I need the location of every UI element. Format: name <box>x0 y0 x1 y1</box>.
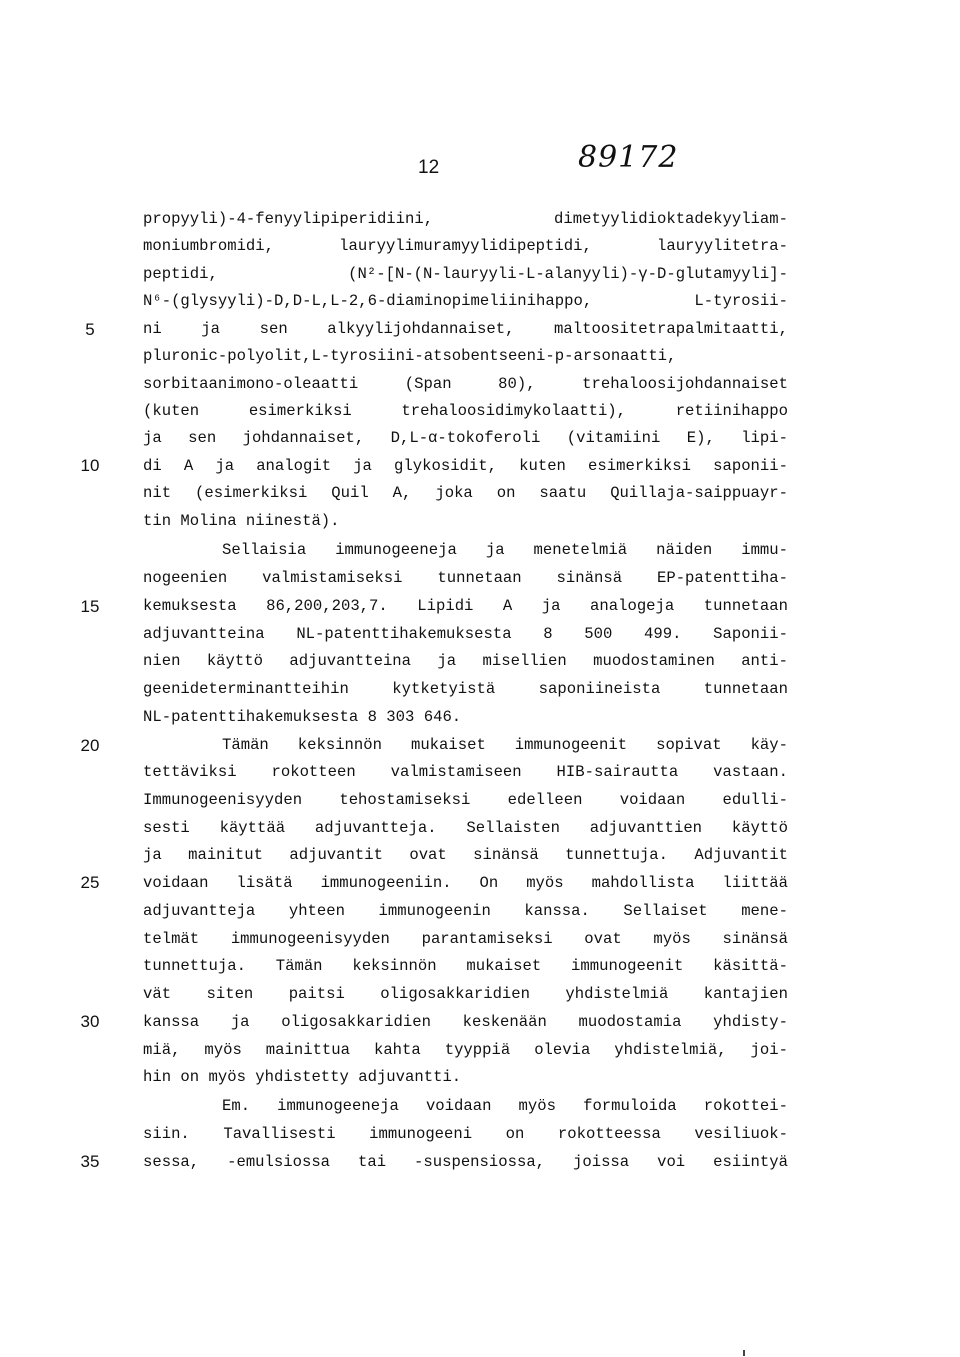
text-line: di A ja analogit ja glykosidit, kuten esimerkiksi saponii- <box>143 457 788 475</box>
text-line: tin Molina niinestä). <box>143 512 340 530</box>
text-line: moniumbromidi, lauryylimuramyylidipeptidi, lauryylitetra- <box>143 237 788 255</box>
line-number: 5 <box>85 320 95 339</box>
text-line: pluronic-polyolit,L-tyrosiini-atsobentseeni-p-arsonaatti, <box>143 347 677 365</box>
text-line: ja sen johdannaiset, D,L-α-tokoferoli (vitamiini E), lipi- <box>143 429 788 447</box>
text-line: Sellaisia immunogeeneja ja menetelmiä näiden immu- <box>222 541 788 559</box>
text-line: voidaan lisätä immunogeeniin. On myös mahdollista liittää <box>143 874 788 892</box>
text-line: kanssa ja oligosakkaridien keskenään muodostamia yhdisty- <box>143 1013 788 1031</box>
line-number: 35 <box>80 1152 100 1171</box>
line-number: 25 <box>80 873 100 892</box>
text-line: kemuksesta 86,200,203,7. Lipidi A ja analogeja tunnetaan <box>143 597 788 615</box>
text-line: ja mainitut adjuvantit ovat sinänsä tunnettuja. Adjuvantit <box>143 846 788 864</box>
text-line: hin on myös yhdistetty adjuvantti. <box>143 1068 462 1086</box>
patent-number: 89172 <box>578 140 679 175</box>
text-line: (kuten esimerkiksi trehaloosidimykolaatti), retiinihappo <box>143 402 788 420</box>
text-line: Immunogeenisyyden tehostamiseksi edelleen voidaan edulli- <box>143 791 788 809</box>
text-line: ni ja sen alkyylijohdannaiset, maltoositetrapalmitaatti, <box>143 320 788 338</box>
text-line: sesti käyttää adjuvantteja. Sellaisten adjuvanttien käyttö <box>143 819 788 837</box>
text-line: nogeenien valmistamiseksi tunnetaan sinänsä EP-patenttiha- <box>143 569 788 587</box>
text-line: sorbitaanimono-oleaatti (Span 80), trehaloosijohdannaiset <box>143 375 788 393</box>
text-line: miä, myös mainittua kahta tyyppiä olevia yhdistelmiä, joi- <box>143 1041 788 1059</box>
text-line: geenideterminantteihin kytketyistä saponiineista tunnetaan <box>143 680 788 698</box>
line-number: 10 <box>80 456 100 475</box>
text-line: adjuvantteja yhteen immunogeenin kanssa. Sellaiset mene- <box>143 902 788 920</box>
line-number: 30 <box>80 1012 100 1031</box>
text-line: sessa, -emulsiossa tai -suspensiossa, joissa voi esiintyä <box>143 1153 788 1171</box>
page-number: 12 <box>418 157 440 178</box>
text-line: NL-patenttihakemuksesta 8 303 646. <box>143 708 462 726</box>
text-line: Em. immunogeeneja voidaan myös formuloida rokottei- <box>222 1097 788 1115</box>
text-line: vät siten paitsi oligosakkaridien yhdistelmiä kantajien <box>143 985 788 1003</box>
text-line: Tämän keksinnön mukaiset immunogeenit sopivat käy- <box>222 736 788 754</box>
text-line: tunnettuja. Tämän keksinnön mukaiset immunogeenit käsittä- <box>143 957 788 975</box>
text-line: nien käyttö adjuvantteina ja misellien muodostaminen anti- <box>143 652 788 670</box>
text-line: N⁶-(glysyyli)-D,D-L,L-2,6-diaminopimeliinihappo, L-tyrosii- <box>143 292 788 310</box>
text-line: adjuvantteina NL-patenttihakemuksesta 8 500 499. Saponii- <box>143 625 788 643</box>
scan-speck <box>743 1350 745 1356</box>
text-line: telmät immunogeenisyyden parantamiseksi ovat myös sinänsä <box>143 930 788 948</box>
text-line: tettäviksi rokotteen valmistamiseen HIB-sairautta vastaan. <box>143 763 788 781</box>
text-line: propyyli)-4-fenyylipiperidiini, dimetyylidioktadekyyliam- <box>143 210 788 228</box>
line-number: 15 <box>80 597 100 616</box>
line-number: 20 <box>80 736 100 755</box>
text-line: nit (esimerkiksi Quil A, joka on saatu Quillaja-saippuayr- <box>143 484 788 502</box>
text-line: siin. Tavallisesti immunogeeni on rokotteessa vesiliuok- <box>143 1125 788 1143</box>
text-line: peptidi, (N²-[N-(N-lauryyli-L-alanyyli)-γ-D-glutamyyli]- <box>143 265 788 283</box>
